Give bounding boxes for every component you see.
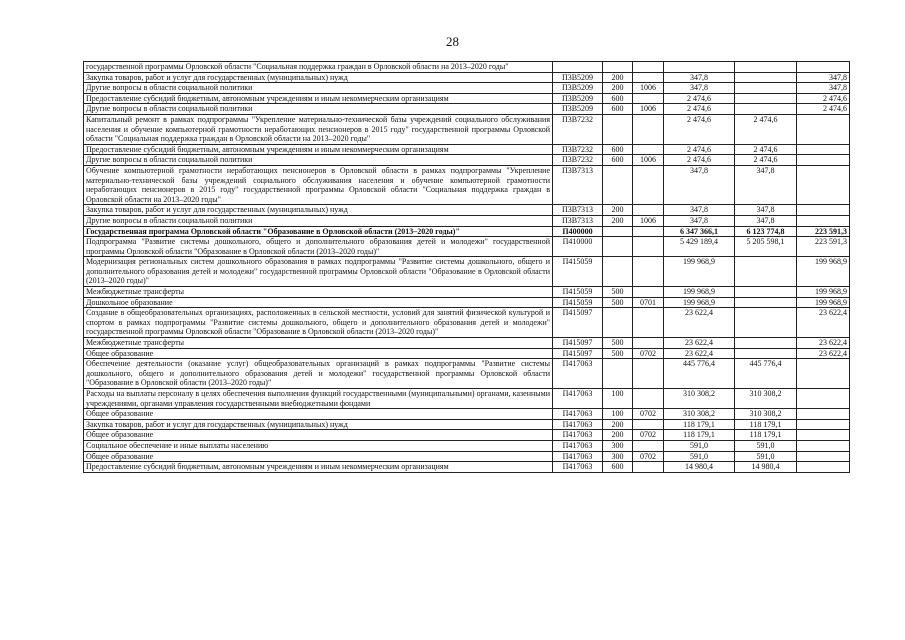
row-target-code: П3В7232 xyxy=(553,155,603,166)
row-description: Закупка товаров, работ и услуг для государственных (муниципальных) нужд xyxy=(84,72,553,83)
row-amount-federal xyxy=(797,155,850,166)
row-target-code: П3В7232 xyxy=(553,114,603,144)
table-row xyxy=(84,104,850,115)
row-description: Другие вопросы в области социальной политики xyxy=(84,83,553,94)
row-section-code xyxy=(633,338,664,349)
row-section-code xyxy=(633,440,664,451)
table-row xyxy=(84,226,850,237)
row-section-code: 1006 xyxy=(633,155,664,166)
row-amount-federal: 23 622,4 xyxy=(797,338,850,349)
row-amount-federal: 223 591,3 xyxy=(797,226,850,237)
row-target-code: П3В5209 xyxy=(553,83,603,94)
row-target-code: П417063 xyxy=(553,409,603,420)
row-amount-regional: 5 205 598,1 xyxy=(735,237,797,257)
row-description: Межбюджетные трансферты xyxy=(84,338,553,349)
table-row xyxy=(84,114,850,144)
row-amount-total: 118 179,1 xyxy=(664,419,735,430)
row-description: Общее образование xyxy=(84,451,553,462)
row-description: Другие вопросы в области социальной политики xyxy=(84,215,553,226)
row-target-code: П3В7232 xyxy=(553,144,603,155)
row-target-code xyxy=(553,62,603,73)
table-row xyxy=(84,237,850,257)
row-amount-total: 14 980,4 xyxy=(664,462,735,473)
row-description: Создание в общеобразовательных организациях, расположенных в сельской местности, условий для занятий физической культурой и спортом в рамках подпрограммы "Развитие системы дошкольного, общего и дополнительного образования детей и молодежи" государственной программы Орловской области "Образование в Орловской области (2013–2020 годы)" xyxy=(84,308,553,338)
row-amount-total: 199 968,9 xyxy=(664,287,735,298)
row-amount-regional: 2 474,6 xyxy=(735,114,797,144)
row-description: Общее образование xyxy=(84,348,553,359)
row-amount-total: 118 179,1 xyxy=(664,430,735,441)
row-section-code: 1006 xyxy=(633,83,664,94)
row-section-code xyxy=(633,205,664,216)
table-row xyxy=(84,409,850,420)
row-expense-type: 200 xyxy=(603,430,633,441)
row-expense-type: 200 xyxy=(603,83,633,94)
row-expense-type: 200 xyxy=(603,215,633,226)
row-amount-total: 591,0 xyxy=(664,451,735,462)
table-row xyxy=(84,359,850,389)
row-amount-total: 2 474,6 xyxy=(664,93,735,104)
row-section-code xyxy=(633,287,664,298)
row-expense-type: 200 xyxy=(603,205,633,216)
table-row xyxy=(84,215,850,226)
row-expense-type: 500 xyxy=(603,338,633,349)
row-section-code xyxy=(633,72,664,83)
row-amount-federal xyxy=(797,114,850,144)
row-description: Расходы на выплаты персоналу в целях обеспечения выполнения функций государственными (муниципальными) органами, казенными учреждениями, органами управления государственными внебюджетными фондами xyxy=(84,389,553,409)
row-amount-federal xyxy=(797,430,850,441)
row-section-code xyxy=(633,114,664,144)
row-section-code: 1006 xyxy=(633,104,664,115)
row-target-code: П3В5209 xyxy=(553,93,603,104)
row-amount-federal xyxy=(797,440,850,451)
row-expense-type xyxy=(603,308,633,338)
row-amount-total: 445 776,4 xyxy=(664,359,735,389)
row-target-code: П415059 xyxy=(553,297,603,308)
row-expense-type: 300 xyxy=(603,451,633,462)
row-amount-total: 5 429 189,4 xyxy=(664,237,735,257)
row-target-code: П3В5209 xyxy=(553,104,603,115)
table-row xyxy=(84,419,850,430)
row-amount-federal xyxy=(797,165,850,204)
row-amount-regional: 2 474,6 xyxy=(735,155,797,166)
row-amount-regional xyxy=(735,287,797,298)
table-row xyxy=(84,93,850,104)
row-section-code xyxy=(633,144,664,155)
row-description: Социальное обеспечение и иные выплаты населению xyxy=(84,440,553,451)
row-amount-total: 6 347 366,1 xyxy=(664,226,735,237)
row-expense-type: 300 xyxy=(603,440,633,451)
table-body xyxy=(84,62,850,473)
row-expense-type xyxy=(603,257,633,287)
row-amount-total: 23 622,4 xyxy=(664,338,735,349)
row-amount-regional: 2 474,6 xyxy=(735,144,797,155)
row-target-code: П417063 xyxy=(553,451,603,462)
row-section-code xyxy=(633,419,664,430)
row-expense-type: 500 xyxy=(603,297,633,308)
row-target-code: П417063 xyxy=(553,440,603,451)
page-number: 28 xyxy=(446,34,459,49)
row-description: Подпрограмма "Развитие системы дошкольного, общего и дополнительного образования детей и молодежи" государственной программы Орловской области "Образование в Орловской области (2013–2020 годы)" xyxy=(84,237,553,257)
row-section-code: 0702 xyxy=(633,430,664,441)
row-expense-type: 100 xyxy=(603,409,633,420)
row-amount-regional: 591,0 xyxy=(735,451,797,462)
row-amount-regional: 118 179,1 xyxy=(735,419,797,430)
row-amount-federal: 347,8 xyxy=(797,72,850,83)
row-amount-federal xyxy=(797,389,850,409)
row-description: Капитальный ремонт в рамках подпрограммы "Укрепление материально-технической базы учреждений социального обслуживания населения и обучение компьютерной грамотности неработающих пенсионеров в 2015 году" государственной программы Орловской области "Социальная поддержка граждан в Орловской области на 2013–2020 годы" xyxy=(84,114,553,144)
row-amount-total: 591,0 xyxy=(664,440,735,451)
row-amount-regional xyxy=(735,62,797,73)
row-target-code: П3В7313 xyxy=(553,205,603,216)
row-section-code xyxy=(633,62,664,73)
row-section-code xyxy=(633,237,664,257)
row-amount-federal xyxy=(797,419,850,430)
row-amount-total: 347,8 xyxy=(664,83,735,94)
row-amount-regional: 347,8 xyxy=(735,205,797,216)
row-expense-type: 600 xyxy=(603,155,633,166)
row-amount-regional: 445 776,4 xyxy=(735,359,797,389)
table-row xyxy=(84,430,850,441)
table-row xyxy=(84,72,850,83)
row-amount-total: 2 474,6 xyxy=(664,104,735,115)
row-amount-federal xyxy=(797,359,850,389)
row-amount-federal: 199 968,9 xyxy=(797,297,850,308)
row-description: Межбюджетные трансферты xyxy=(84,287,553,298)
row-amount-regional xyxy=(735,338,797,349)
row-target-code: П415059 xyxy=(553,257,603,287)
row-expense-type xyxy=(603,114,633,144)
table-row xyxy=(84,144,850,155)
row-amount-total: 347,8 xyxy=(664,205,735,216)
budget-table xyxy=(83,61,850,473)
row-amount-regional: 118 179,1 xyxy=(735,430,797,441)
row-description: Обеспечение деятельности (оказание услуг) общеобразовательных организаций в рамках подпрограммы "Развитие системы дошкольного, общего и дополнительного образования детей и молодежи" государственной программы Орловской области "Образование в Орловской области (2013–2020 годы)" xyxy=(84,359,553,389)
row-amount-federal: 2 474,6 xyxy=(797,104,850,115)
row-amount-federal: 23 622,4 xyxy=(797,308,850,338)
row-expense-type xyxy=(603,62,633,73)
row-amount-regional xyxy=(735,93,797,104)
row-expense-type: 200 xyxy=(603,419,633,430)
row-expense-type: 600 xyxy=(603,144,633,155)
row-target-code: П417063 xyxy=(553,389,603,409)
row-section-code: 0702 xyxy=(633,409,664,420)
row-expense-type: 600 xyxy=(603,462,633,473)
row-amount-total: 347,8 xyxy=(664,215,735,226)
table-row xyxy=(84,205,850,216)
row-amount-total: 23 622,4 xyxy=(664,308,735,338)
row-amount-total: 199 968,9 xyxy=(664,257,735,287)
row-amount-federal: 23 622,4 xyxy=(797,348,850,359)
row-amount-regional xyxy=(735,72,797,83)
row-target-code: П410000 xyxy=(553,237,603,257)
row-amount-total: 2 474,6 xyxy=(664,144,735,155)
row-section-code: 1006 xyxy=(633,215,664,226)
row-target-code: П417063 xyxy=(553,462,603,473)
row-description: Закупка товаров, работ и услуг для государственных (муниципальных) нужд xyxy=(84,205,553,216)
row-section-code: 0702 xyxy=(633,348,664,359)
row-amount-total: 23 622,4 xyxy=(664,348,735,359)
row-description: Предоставление субсидий бюджетным, автономным учреждениям и иным некоммерческим организациям xyxy=(84,462,553,473)
row-description: Модернизация региональных систем дошкольного образования в рамках подпрограммы "Развитие системы дошкольного, общего и дополнительного образования детей и молодежи" государственной программы Орловской области "Образование в Орловской области (2013–2020 годы)" xyxy=(84,257,553,287)
row-amount-regional: 310 308,2 xyxy=(735,389,797,409)
row-amount-regional xyxy=(735,308,797,338)
row-description: Государственная программа Орловской области "Образование в Орловской области (2013–2020 годы)" xyxy=(84,226,553,237)
row-description: Общее образование xyxy=(84,409,553,420)
row-description: государственной программы Орловской области "Социальная поддержка граждан в Орловской области на 2013–2020 годы" xyxy=(84,62,553,73)
row-section-code xyxy=(633,226,664,237)
table-row xyxy=(84,348,850,359)
row-section-code xyxy=(633,462,664,473)
row-description: Дошкольное образование xyxy=(84,297,553,308)
row-amount-regional: 310 308,2 xyxy=(735,409,797,420)
table-row xyxy=(84,83,850,94)
row-amount-total: 347,8 xyxy=(664,72,735,83)
table-row xyxy=(84,308,850,338)
row-expense-type xyxy=(603,237,633,257)
row-expense-type: 500 xyxy=(603,348,633,359)
row-description: Предоставление субсидий бюджетным, автономным учреждениям и иным некоммерческим организациям xyxy=(84,93,553,104)
table-row xyxy=(84,451,850,462)
row-target-code: П415097 xyxy=(553,338,603,349)
row-expense-type xyxy=(603,359,633,389)
table-row xyxy=(84,389,850,409)
row-amount-regional: 6 123 774,8 xyxy=(735,226,797,237)
row-amount-total: 2 474,6 xyxy=(664,114,735,144)
row-amount-federal xyxy=(797,462,850,473)
row-section-code xyxy=(633,359,664,389)
row-description: Предоставление субсидий бюджетным, автономным учреждениям и иным некоммерческим организациям xyxy=(84,144,553,155)
row-amount-regional xyxy=(735,104,797,115)
row-section-code: 0702 xyxy=(633,451,664,462)
row-description: Общее образование xyxy=(84,430,553,441)
row-target-code: П3В7313 xyxy=(553,165,603,204)
row-section-code: 0701 xyxy=(633,297,664,308)
row-description: Обучение компьютерной грамотности неработающих пенсионеров в Орловской области в рамках подпрограммы "Укрепление материально-технической базы учреждений социального обслуживания населения и обучение компьютерной грамотности неработающих пенсионеров в 2015 году" государственной программы Орловской области "Социальная поддержка граждан в Орловской области на 2013–2020 годы" xyxy=(84,165,553,204)
row-amount-total: 347,8 xyxy=(664,165,735,204)
row-expense-type: 100 xyxy=(603,389,633,409)
row-amount-federal xyxy=(797,451,850,462)
row-target-code: П417063 xyxy=(553,359,603,389)
row-expense-type xyxy=(603,226,633,237)
row-amount-federal: 223 591,3 xyxy=(797,237,850,257)
row-amount-regional: 347,8 xyxy=(735,215,797,226)
row-section-code xyxy=(633,165,664,204)
row-amount-regional xyxy=(735,348,797,359)
row-section-code xyxy=(633,308,664,338)
row-amount-regional: 14 980,4 xyxy=(735,462,797,473)
table-row xyxy=(84,338,850,349)
row-expense-type: 600 xyxy=(603,104,633,115)
row-amount-federal xyxy=(797,409,850,420)
table-row xyxy=(84,155,850,166)
table-row xyxy=(84,165,850,204)
row-target-code: П400000 xyxy=(553,226,603,237)
row-amount-total: 199 968,9 xyxy=(664,297,735,308)
row-amount-total: 310 308,2 xyxy=(664,409,735,420)
row-amount-regional xyxy=(735,257,797,287)
row-target-code: П415097 xyxy=(553,348,603,359)
row-expense-type: 500 xyxy=(603,287,633,298)
row-target-code: П417063 xyxy=(553,419,603,430)
row-amount-federal: 199 968,9 xyxy=(797,257,850,287)
row-amount-federal: 2 474,6 xyxy=(797,93,850,104)
row-target-code: П415097 xyxy=(553,308,603,338)
table-row xyxy=(84,257,850,287)
row-amount-federal xyxy=(797,144,850,155)
row-target-code: П417063 xyxy=(553,430,603,441)
row-description: Другие вопросы в области социальной политики xyxy=(84,104,553,115)
row-amount-federal xyxy=(797,215,850,226)
row-amount-regional: 591,0 xyxy=(735,440,797,451)
row-description: Закупка товаров, работ и услуг для государственных (муниципальных) нужд xyxy=(84,419,553,430)
table-row xyxy=(84,462,850,473)
row-amount-federal: 347,8 xyxy=(797,83,850,94)
row-amount-total: 310 308,2 xyxy=(664,389,735,409)
table-row xyxy=(84,62,850,73)
row-amount-total: 2 474,6 xyxy=(664,155,735,166)
row-section-code xyxy=(633,389,664,409)
row-amount-total xyxy=(664,62,735,73)
row-expense-type: 200 xyxy=(603,72,633,83)
row-description: Другие вопросы в области социальной политики xyxy=(84,155,553,166)
table-row xyxy=(84,440,850,451)
row-amount-regional: 347,8 xyxy=(735,165,797,204)
row-target-code: П3В7313 xyxy=(553,215,603,226)
row-section-code xyxy=(633,257,664,287)
row-target-code: П415059 xyxy=(553,287,603,298)
table-row xyxy=(84,297,850,308)
row-amount-regional xyxy=(735,83,797,94)
row-expense-type xyxy=(603,165,633,204)
row-section-code xyxy=(633,93,664,104)
row-amount-federal xyxy=(797,205,850,216)
row-expense-type: 600 xyxy=(603,93,633,104)
table-row xyxy=(84,287,850,298)
row-amount-federal: 199 968,9 xyxy=(797,287,850,298)
row-target-code: П3В5209 xyxy=(553,72,603,83)
row-amount-regional xyxy=(735,297,797,308)
row-amount-federal xyxy=(797,62,850,73)
